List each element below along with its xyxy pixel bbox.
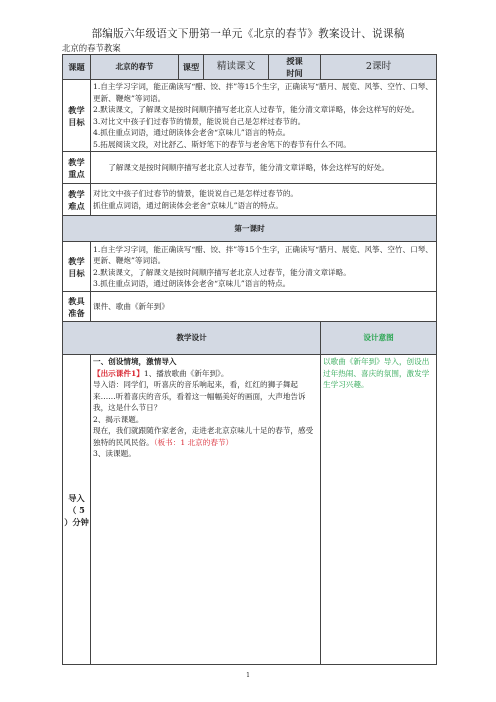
- design-header-row: [63, 322, 437, 355]
- difficulties-label-line1: 教学: [68, 188, 85, 199]
- document-subtitle: 北京的春节教案: [62, 43, 121, 53]
- first-lesson-goals-row: [63, 242, 437, 292]
- first-lesson-row: [63, 216, 437, 242]
- goals-label-line1: 教学: [68, 104, 85, 115]
- goals-content: [91, 80, 437, 152]
- lesson-plan-table: [62, 54, 437, 665]
- intro-step-3: 3、读课题。: [93, 449, 136, 458]
- step-1-label: 1、播放歌曲《新年到》。: [143, 368, 229, 378]
- hours-value: 2课时: [321, 55, 437, 80]
- difficulties-label-line2: 难点: [68, 200, 85, 211]
- goals-row: [63, 80, 437, 152]
- goals-label: [63, 80, 91, 152]
- type-value: 精读课文: [204, 55, 269, 80]
- type-label: 课型: [179, 55, 204, 80]
- prep-content: 课件、歌曲《新年到》: [91, 292, 437, 322]
- time-label-line2: 时间: [286, 68, 303, 78]
- intro-content: [91, 355, 321, 665]
- goal-item: 4.抓住重点词语，通过朗读体会老舍“京味儿”语言的特点。: [93, 128, 291, 137]
- courseware-tag: 【出示课件1】: [93, 368, 144, 378]
- key-points-row: [63, 152, 437, 184]
- key-points-label: [63, 152, 91, 184]
- board-note: （板书：1 北京的春节）: [153, 437, 234, 447]
- intro-label: [63, 355, 91, 665]
- prep-row: [63, 292, 437, 322]
- difficulty-item: 抓住重点词语，通过朗读体会老舍“京味儿”语言的特点。: [93, 200, 284, 210]
- first-lesson-goals-label-line1: 教学: [68, 255, 85, 266]
- course-value: 北京的春节: [91, 55, 179, 80]
- intent-content: 以歌曲《新年到》导入，创设出过年热闹、喜庆的氛围，激发学生学习兴趣。: [321, 355, 437, 665]
- difficulty-item: 对比文中孩子们过春节的情景，能说说自己是怎样过春节的。: [93, 189, 299, 198]
- intro-step-2: 2、揭示课题。: [93, 414, 144, 424]
- intro-label-line3: ）分钟: [64, 516, 89, 527]
- prep-label: [63, 292, 91, 322]
- goals-label-line2: 目标: [68, 116, 85, 127]
- time-label: [269, 55, 321, 80]
- document-title: 部编版六年级语文下册第一单元《北京的春节》教案设计、说课稿: [91, 28, 405, 40]
- intro-label-line2: （ 5: [68, 504, 85, 515]
- key-points-label-line1: 教学: [68, 156, 85, 167]
- first-lesson-goals-label: [63, 242, 91, 292]
- intro-label-line1: 导入: [68, 492, 85, 503]
- first-lesson-goals-label-line2: 目标: [68, 267, 85, 278]
- key-points-label-line2: 重点: [68, 168, 85, 179]
- page-number: 1: [246, 672, 250, 679]
- prep-label-line1: 教具: [68, 295, 85, 306]
- first-lesson-title: 第一课时: [63, 216, 437, 242]
- course-label: 课题: [63, 55, 91, 80]
- step-2-body: 现在，我们就跟随作家老舍，走进老北京京味儿十足的春节，感受独特的民风民俗。: [93, 426, 314, 447]
- first-lesson-goals-content: [91, 242, 437, 292]
- intro-step-2-text: [93, 425, 318, 448]
- goal-item: 1.自主学习字词，能正确读写“醋、饺、拌”等15个生字，正确读写“腊月、展览、风筝、空竹、口琴、更新、鞭炮”等词语。: [93, 82, 433, 103]
- difficulties-row: [63, 184, 437, 216]
- goal-item: 2.默读课文，了解课文是按时间顺序描写老北京人过春节，能分清文章详略，体会这样写的好处。: [93, 105, 420, 114]
- time-label-line1: 授课: [286, 56, 303, 66]
- header-row: [63, 55, 437, 80]
- intro-step-1-text: 导入语：同学们，听喜庆的音乐响起来，看，红红的狮子舞起来……听着喜庆的音乐，看着这一幅幅美好的画面，大声地告诉我，这是什么节日？: [93, 380, 306, 412]
- intent-label: 设计意图: [321, 322, 437, 355]
- goal-item: 5.拓展阅读文段，对比舒乙、斯妤笔下的春节与老舍笔下的春节有什么不同。: [93, 139, 351, 149]
- first-lesson-goal-item: 1.自主学习字词，能正确读写“醋、饺、拌”等15个生字，正确读写“腊月、展览、风筝、空竹、口琴、更新、鞭炮”等词语。: [93, 244, 433, 265]
- prep-label-line2: 准备: [68, 307, 85, 318]
- intro-step-1: [93, 368, 318, 380]
- key-points-content: 了解课文是按时间顺序描写老北京人过春节，能分清文章详略，体会这样写的好处。: [91, 152, 437, 184]
- difficulties-label: [63, 184, 91, 216]
- difficulties-content: [91, 184, 437, 216]
- goal-item: 3.对比文中孩子们过春节的情景，能说说自己是怎样过春节的。: [93, 116, 306, 126]
- first-lesson-goal-item: 3.抓住重点词语，通过朗读体会老舍“京味儿”语言的特点。: [93, 279, 291, 288]
- first-lesson-goal-item: 2.默读课文，了解课文是按时间顺序描写老北京人过春节，能分清文章详略。: [93, 267, 351, 277]
- intro-section-title: 一、创设情境，激情导入: [93, 357, 177, 366]
- intro-row: [63, 355, 437, 665]
- design-label: 教学设计: [63, 322, 321, 355]
